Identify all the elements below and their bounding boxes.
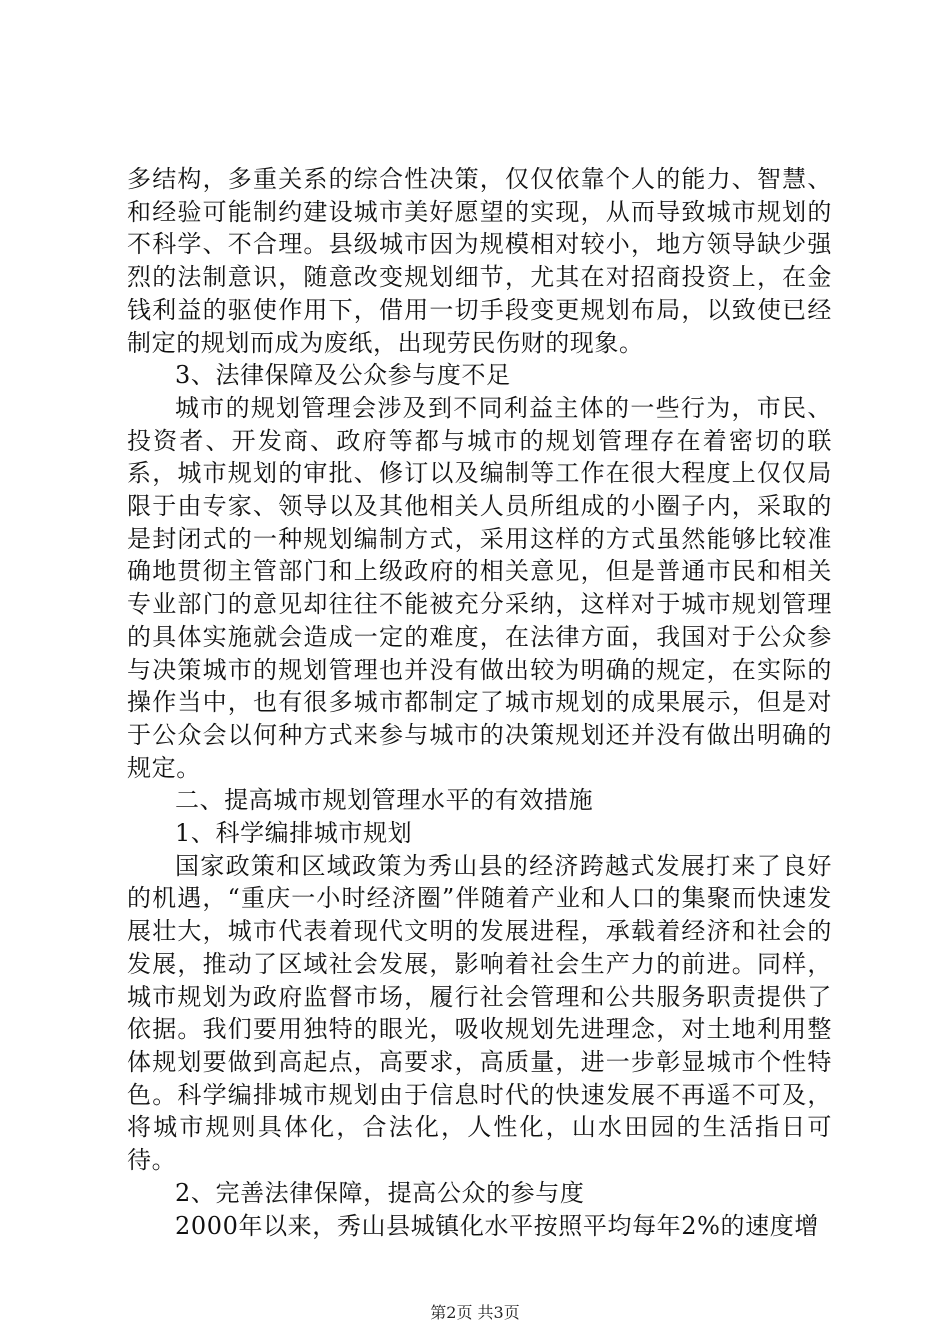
section-heading-2: 2、完善法律保障，提高公众的参与度 [175, 1178, 585, 1207]
paragraph-urbanization: 2000年以来，秀山县城镇化水平按照平均每年2%的速度增 [175, 1211, 819, 1240]
paragraph-continuation: 多结构，多重关系的综合性决策，仅仅依靠个人的能力、智慧、和经验可能制约建设城市美好愿望的实现，从而导致城市规划的不科学、不合理。县级城市因为规模相对较小，地方领导缺少强烈的法制意识，随意改变规划细节，尤其在对招商投资上，在金钱利益的驱使作用下，借用一切手段变更规划布局，以致使已经制定的规划而成为废纸，出现劳民伤财的现象。 [127, 165, 832, 357]
section-heading-1: 1、科学编排城市规划 [175, 819, 413, 848]
paragraph-scientific-planning: 国家政策和区域政策为秀山县的经济跨越式发展打来了良好的机遇，“重庆一小时经济圈”伴随着产业和人口的集聚而快速发展壮大，城市代表着现代文明的发展进程，承载着经济和社会的发展，推动了区域社会发展，影响着社会生产力的前进。同样，城市规划为政府监督市场，履行社会管理和公共服务职责提供了依据。我们要用独特的眼光，吸收规划先进理念，对土地利用整体规划要做到高起点，高要求，高质量，进一步彰显城市个性特色。科学编排城市规划由于信息时代的快速发展不再遥不可及，将城市规则具体化，合法化，人性化，山水田园的生活指日可待。 [127, 851, 832, 1175]
paragraph-public-participation: 城市的规划管理会涉及到不同利益主体的一些行为，市民、投资者、开发商、政府等都与城市的规划管理存在着密切的联系，城市规划的审批、修订以及编制等工作在很大程度上仅仅局限于由专家、领导以及其他相关人员所组成的小圈子内，采取的是封闭式的一种规划编制方式，采用这样的方式虽然能够比较准确地贯彻主管部门和上级政府的相关意见，但是普通市民和相关专业部门的意见却往往不能被充分采纳，这样对于城市规划管理的具体实施就会造成一定的难度，在法律方面，我国对于公众参与决策城市的规划管理也并没有做出较为明确的规定，在实际的操作当中，也有很多城市都制定了城市规划的成果展示，但是对于公众会以何种方式来参与城市的决策规划还并没有做出明确的规定。 [127, 393, 832, 782]
chapter-heading-2: 二、提高城市规划管理水平的有效措施 [175, 786, 594, 815]
page-number-footer: 第2页 共3页 [430, 1303, 520, 1322]
document-body [127, 163, 832, 1242]
section-heading-3: 3、法律保障及公众参与度不足 [175, 361, 511, 390]
